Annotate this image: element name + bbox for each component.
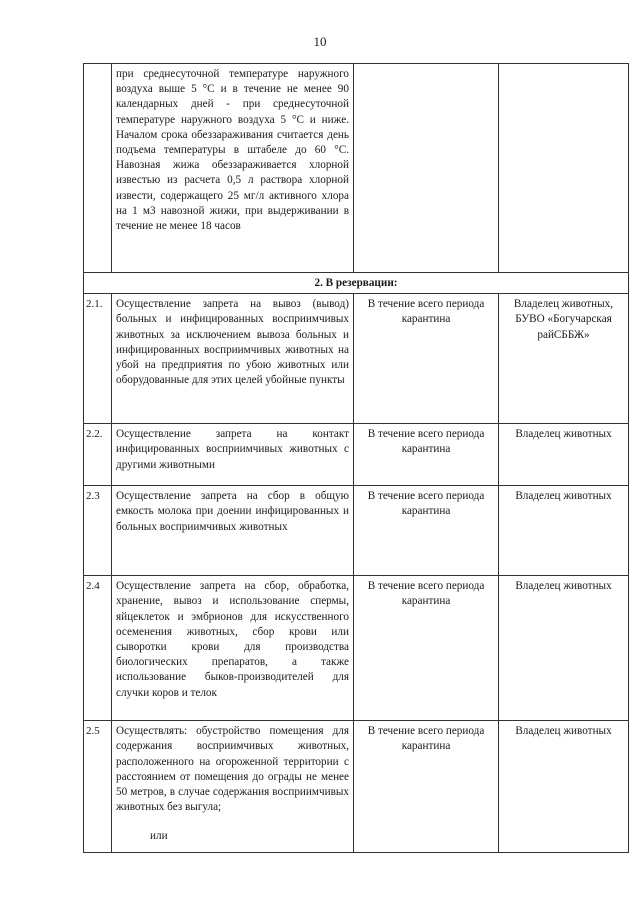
responsible-cell: Владелец животных	[499, 486, 629, 576]
term-cell: В течение всего периода карантина	[354, 424, 499, 486]
responsible-cell	[499, 64, 629, 273]
section-title: 2. В резервации:	[84, 273, 629, 294]
row-number: 2.2.	[84, 424, 112, 486]
term-cell	[354, 64, 499, 273]
responsible-cell: Владелец животных, БУВО «Богучарская райСББЖ»	[499, 294, 629, 424]
responsible-cell: Владелец животных	[499, 721, 629, 853]
measure-cell: Осуществление запрета на сбор в общую емкость молока при доении инфицированных и больных восприимчивых животных	[112, 486, 354, 576]
term-cell: В течение всего периода карантина	[354, 721, 499, 853]
responsible-cell: Владелец животных	[499, 424, 629, 486]
measure-cell: при среднесуточной температуре наружного воздуха выше 5 °С и в течение не менее 90 календарных дней - при среднесуточной температуре наружного воздуха 5 °С и ниже. Началом срока обеззараживания считается день подъема температуры в штабеле до 60 °С. Навозная жижа обеззараживается хлорной известью из расчета 0,5 л раствора хлорной извести, содержащего 25 мг/л активного хлора на 1 м3 навозной жижи, при выдерживании в течение не менее 18 часов	[112, 64, 354, 273]
measure-cell: Осуществление запрета на вывоз (вывод) больных и инфицированных восприимчивых животных за исключением вывоза больных и инфицированных восприимчивых животных на убой на предприятия по убою животных или оборудованные для этих целей убойные пункты	[112, 294, 354, 424]
measures-table	[83, 63, 629, 853]
measure-cell: Осуществление запрета на сбор, обработка, хранение, вывоз и использование спермы, яйцеклеток и эмбрионов для искусственного осеменения животных, сбор крови или сыворотки крови для производства биологических препаратов, а также использование быков-производителей для случки коров и телок	[112, 576, 354, 721]
measure-cell	[112, 721, 354, 853]
table-row	[84, 486, 629, 576]
measure-text: Осуществлять: обустройство помещения для содержания восприимчивых животных, расположенного на огороженной территории с расстоянием от помещения до ограды не менее 50 метров, в случае содержания восприимчивых животных без выгула;	[116, 725, 349, 814]
row-number: 2.3	[84, 486, 112, 576]
row-number: 2.4	[84, 576, 112, 721]
table-row	[84, 576, 629, 721]
page-number: 10	[313, 34, 327, 49]
term-cell: В течение всего периода карантина	[354, 294, 499, 424]
table-row	[84, 64, 629, 273]
table-row	[84, 721, 629, 853]
row-number: 2.1.	[84, 294, 112, 424]
measure-tail: или	[150, 830, 168, 843]
term-cell: В течение всего периода карантина	[354, 576, 499, 721]
table-row	[84, 294, 629, 424]
responsible-cell: Владелец животных	[499, 576, 629, 721]
term-cell: В течение всего периода карантина	[354, 486, 499, 576]
measure-cell: Осуществление запрета на контакт инфицированных восприимчивых животных с другими животными	[112, 424, 354, 486]
row-number: 2.5	[84, 721, 112, 853]
table-row	[84, 424, 629, 486]
number-cell	[84, 64, 112, 273]
section-heading-row	[84, 273, 629, 294]
